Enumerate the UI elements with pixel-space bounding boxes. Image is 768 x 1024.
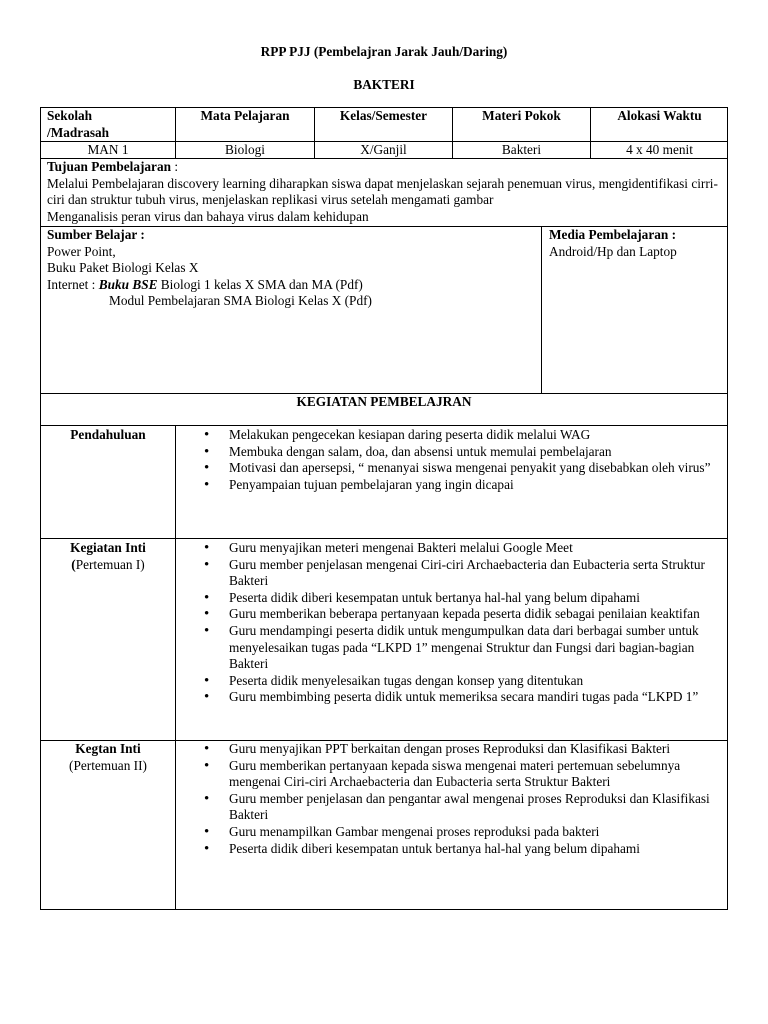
inti2-label-cell bbox=[41, 741, 175, 774]
col-divider bbox=[541, 226, 542, 393]
bullet-item: • Guru menyajikan PPT berkaitan dengan proses Reproduksi dan Klasifikasi Bakteri bbox=[176, 741, 724, 758]
bullet-item: • Membuka dengan salam, doa, dan absensi untuk memulai pembelajaran bbox=[176, 444, 724, 461]
sumber-section bbox=[47, 227, 537, 310]
sumber-internet-prefix: Internet : bbox=[47, 276, 99, 292]
sumber-line: Buku Paket Biologi Kelas X bbox=[47, 260, 199, 276]
bullet-item: • Peserta didik diberi kesempatan untuk bertanya hal-hal yang belum dipahami bbox=[176, 841, 724, 858]
pendahuluan-list bbox=[176, 427, 724, 493]
bullet-item: • Guru memberikan beberapa pertanyaan kepada peserta didik sebagai penilaian keaktifan bbox=[176, 606, 724, 623]
inti2-label: Kegtan Inti bbox=[75, 741, 141, 756]
header-label-mapel: Mata Pelajaran bbox=[200, 108, 290, 123]
tujuan-section bbox=[47, 159, 725, 225]
bullet-item: • Guru member penjelasan mengenai Ciri-ciri Archaebacteria dan Eubacteria serta Struktur Bakteri bbox=[176, 557, 724, 590]
sumber-line bbox=[47, 277, 537, 294]
header-label-kelas: Kelas/Semester bbox=[339, 108, 428, 123]
header-label-materi: Materi Pokok bbox=[482, 108, 561, 123]
media-value: Android/Hp dan Laptop bbox=[549, 243, 677, 259]
inti1-label: Kegiatan Inti bbox=[70, 540, 146, 555]
media-label: Media Pembelajaran : bbox=[549, 227, 677, 242]
inti2-sub: (Pertemuan II) bbox=[69, 757, 147, 773]
sumber-label: Sumber Belajar : bbox=[47, 227, 145, 242]
bullet-item: • Guru menyajikan meteri mengenai Bakteri melalui Google Meet bbox=[176, 540, 724, 557]
tujuan-label: Tujuan Pembelajaran bbox=[47, 159, 171, 174]
bullet-item: • Peserta didik menyelesaikan tugas dengan konsep yang ditentukan bbox=[176, 673, 724, 690]
bullet-item: • Motivasi dan apersepsi, “ menanyai siswa mengenai penyakit yang disebabkan oleh virus” bbox=[176, 460, 724, 477]
inti1-list bbox=[176, 540, 724, 706]
header-value-materi: Bakteri bbox=[501, 142, 542, 157]
inti1-label-cell bbox=[41, 540, 175, 573]
bullet-item: • Guru member penjelasan dan pengantar awal mengenai proses Reproduksi dan Klasifikasi Bakteri bbox=[176, 791, 724, 824]
document-title: RPP PJJ (Pembelajran Jarak Jauh/Daring) bbox=[260, 44, 508, 59]
kegiatan-heading: KEGIATAN PEMBELAJRAN bbox=[296, 394, 472, 409]
row-divider bbox=[40, 425, 728, 426]
header-value-mapel: Biologi bbox=[225, 142, 265, 157]
tujuan-text: Melalui Pembelajaran discovery learning diharapkan siswa dapat menjelaskan sejarah penemuan virus, mengidentifikasi cirri-ciri dan struktur tubuh virus, menjelaskan replikasi virus setelah mengamati gambar bbox=[47, 175, 718, 208]
header-value-alokasi: 4 x 40 menit bbox=[626, 142, 693, 157]
header-label-alokasi: Alokasi Waktu bbox=[617, 108, 702, 123]
header-label-sekolah: Sekolah /Madrasah bbox=[47, 108, 110, 140]
sumber-line: Power Point, bbox=[47, 243, 116, 259]
sumber-internet-rest: Biologi 1 kelas X SMA dan MA (Pdf) bbox=[157, 276, 363, 292]
bullet-item: • Penyampaian tujuan pembelajaran yang ingin dicapai bbox=[176, 477, 724, 494]
bullet-item: • Guru mendampingi peserta didik untuk mengumpulkan data dari berbagai sumber untuk menyelesaikan tugas pada “LKPD 1” mengenai Struktur dan Fungsi dari bagian-bagian Bakteri bbox=[176, 623, 724, 673]
sumber-bse: Buku BSE bbox=[98, 276, 158, 292]
tujuan-text-2: Menganalisis peran virus dan bahaya virus dalam kehidupan bbox=[47, 208, 369, 224]
bullet-item: • Peserta didik diberi kesempatan untuk bertanya hal-hal yang belum dipahami bbox=[176, 590, 724, 607]
document-subtitle: BAKTERI bbox=[353, 77, 415, 92]
bullet-item: • Guru menampilkan Gambar mengenai proses reproduksi pada bakteri bbox=[176, 824, 724, 841]
header-value-sekolah: MAN 1 bbox=[87, 142, 129, 157]
bullet-item: • Melakukan pengecekan kesiapan daring peserta didik melalui WAG bbox=[176, 427, 724, 444]
row-divider bbox=[40, 538, 728, 539]
pendahuluan-label: Pendahuluan bbox=[70, 427, 146, 442]
header-value-kelas: X/Ganjil bbox=[360, 142, 407, 157]
sumber-line: Modul Pembelajaran SMA Biologi Kelas X (Pdf) bbox=[109, 293, 372, 309]
inti2-list bbox=[176, 741, 724, 857]
inti1-sub: Pertemuan I) bbox=[75, 556, 145, 572]
media-section bbox=[549, 227, 727, 260]
bullet-item: • Guru membimbing peserta didik untuk memeriksa secara mandiri tugas pada “LKPD 1” bbox=[176, 689, 724, 706]
tujuan-colon: : bbox=[171, 159, 179, 174]
bullet-item: • Guru memberikan pertanyaan kepada siswa mengenai materi pertemuan sebelumnya mengenai Ciri-ciri Archaebacteria dan Eubacteria serta Struktur Bakteri bbox=[176, 758, 724, 791]
inti1-paren: ( bbox=[71, 556, 76, 572]
